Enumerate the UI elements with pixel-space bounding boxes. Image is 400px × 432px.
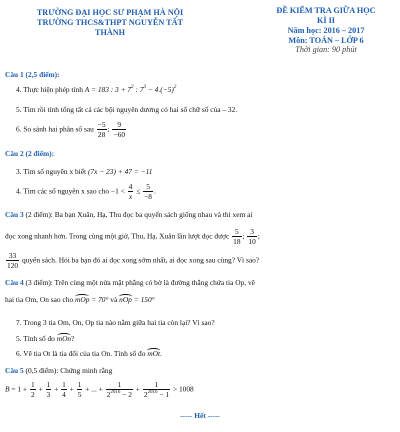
cau4-and: và bbox=[110, 295, 118, 304]
school-line-3: THÀNH bbox=[94, 27, 126, 37]
angle-nop-value: = 150° bbox=[133, 295, 155, 304]
cau3-title: Câu 3 bbox=[5, 210, 24, 219]
cau2-title: Câu 2 (2 điểm): bbox=[5, 149, 55, 158]
cau1-fraction-2: $\frac{9}{-60}$ bbox=[113, 120, 126, 140]
cau3-fraction-1: $\frac{5}{18}$ bbox=[233, 227, 241, 247]
cau3-line-2: đọc xong nhanh hơn. Trong cùng một giờ, Thu, Hạ, Xuân lần lượt đọc được $\frac{5}{18}$ ; $\frac{3}{10}$ ; bbox=[5, 227, 260, 247]
cau3-line-3 bbox=[5, 252, 259, 270]
angle-mon: mOn bbox=[56, 334, 72, 343]
cau4-line-2 bbox=[5, 296, 155, 305]
cau1-q6: 6. So sánh hai phân số sau $\frac{-5}{28}$ ; $\frac{9}{-60}$ bbox=[16, 120, 126, 140]
cau3-fraction-2: $\frac{3}{10}$ bbox=[248, 227, 256, 247]
cau2-fraction-1: $\frac{4}{x}$ bbox=[128, 182, 133, 202]
cau4-text-1: (3 điểm): Trên cùng một nửa mặt phẳng có bờ là đường thẳng chứa tia Op, vẽ bbox=[25, 278, 255, 287]
exam-time: Thời gian: 90 phút bbox=[295, 45, 357, 55]
subject: Môn: TOÁN – LỚP 6 bbox=[288, 35, 364, 45]
cau3-text-1: (2 điểm): Ba bạn Xuân, Hạ, Thu đọc ba quyển sách giống nhau và thi xem ai bbox=[25, 210, 253, 219]
cau4-q6: 6. Vẽ tia Ot là tia đối của tia On. Tính số đo mOt. bbox=[16, 349, 162, 358]
footer-end: ----- Hết ----- bbox=[180, 411, 220, 420]
cau1-q4-text: 4. Thực hiện phép tính bbox=[16, 85, 83, 94]
cau5-title: Câu 5 bbox=[5, 366, 24, 375]
exam-title-line-2: KÌ II bbox=[317, 15, 335, 25]
cau5-result: > 1008 bbox=[172, 384, 194, 394]
cau2-q3 bbox=[16, 168, 153, 177]
school-line-1: TRƯỜNG ĐẠI HỌC SƯ PHẠM HÀ NỘI bbox=[36, 8, 184, 17]
cau5-formula: B = 1 + $\frac{1}{2}$ + $\frac{1}{3}$ + $\frac{1}{4}$ + $\frac{1}{5}$ + ... + $\frac{1}{2^{2016} - 2}$ + $\frac{1}{2^{2016} - 1}$ > 1008 bbox=[5, 380, 194, 400]
cau3-text-3: quyển sách. Hỏi ba bạn đó ai đọc xong sớm nhất, ai đọc xong sau cùng? Vì sao? bbox=[21, 255, 260, 265]
cau5-line-1 bbox=[5, 367, 112, 376]
angle-mop: mOp bbox=[75, 295, 90, 304]
school-line-2: TRƯỜNG THCS&THPT NGUYỄN TẤT bbox=[37, 17, 183, 27]
cau4-q5-text: 5. Tính số đo bbox=[16, 334, 55, 343]
cau4-text-2: hai tia Om, On sao cho bbox=[5, 295, 74, 304]
angle-nop: nOp bbox=[119, 295, 132, 304]
cau3-fraction-3: $\frac{33}{120}$ bbox=[7, 251, 19, 271]
exam-header bbox=[262, 6, 390, 55]
cau4-q7: 7. Trong 3 tia Om, On, Op tia nào nằm giữa hai tia còn lại? Vì sao? bbox=[16, 318, 215, 327]
cau1-q6-text: 6. So sánh hai phân số sau bbox=[16, 124, 94, 134]
cau1-title: Câu 1 (2,5 điểm): bbox=[5, 70, 60, 79]
school-year: Năm học: 2016 – 2017 bbox=[287, 25, 365, 35]
cau1-fraction-1: $\frac{-5}{28}$ bbox=[97, 120, 106, 140]
cau2-q4-text: 4. Tìm các số nguyên x sao cho bbox=[16, 186, 110, 196]
school-header bbox=[10, 8, 210, 38]
exam-title-line-1: ĐỀ KIỂM TRA GIỮA HỌC bbox=[276, 6, 376, 15]
angle-mot: mOt bbox=[147, 349, 161, 358]
cau4-line-1 bbox=[5, 279, 255, 288]
cau2-q3-equation: (7x − 23) + 47 = −11 bbox=[87, 167, 153, 176]
cau1-q5: 5. Tìm rồi tính tổng tất cả các bội nguyên dương có hai số chữ số của – 32. bbox=[16, 105, 238, 114]
cau1-q4 bbox=[16, 86, 176, 95]
cau2-q4: 4. Tìm các số nguyên x sao cho −1 < $\frac{4}{x}$ ≤ $\frac{5}{-8}$ . bbox=[16, 182, 156, 202]
cau3-text-2: đọc xong nhanh hơn. Trong cùng một giờ, Thu, Hạ, Xuân lần lượt đọc được bbox=[5, 231, 230, 241]
cau4-title: Câu 4 bbox=[5, 278, 24, 287]
cau4-q6-text: 6. Vẽ tia Ot là tia đối của tia On. Tính số đo bbox=[16, 349, 146, 358]
cau3-line-1 bbox=[5, 211, 252, 220]
angle-mop-value: = 70° bbox=[91, 295, 109, 304]
cau2-fraction-2: $\frac{5}{-8}$ bbox=[144, 182, 152, 202]
cau2-q3-text: 3. Tìm số nguyên x biết bbox=[16, 167, 87, 176]
cau1-q4-expression: A = 183 : $3 + 7^2$ : $7^3 - 4.(-5)^2$ bbox=[84, 85, 177, 94]
cau5-prompt: (0,5 điểm): Chứng minh rằng bbox=[25, 366, 113, 375]
cau4-q5: 5. Tính số đo mOn? bbox=[16, 334, 75, 343]
